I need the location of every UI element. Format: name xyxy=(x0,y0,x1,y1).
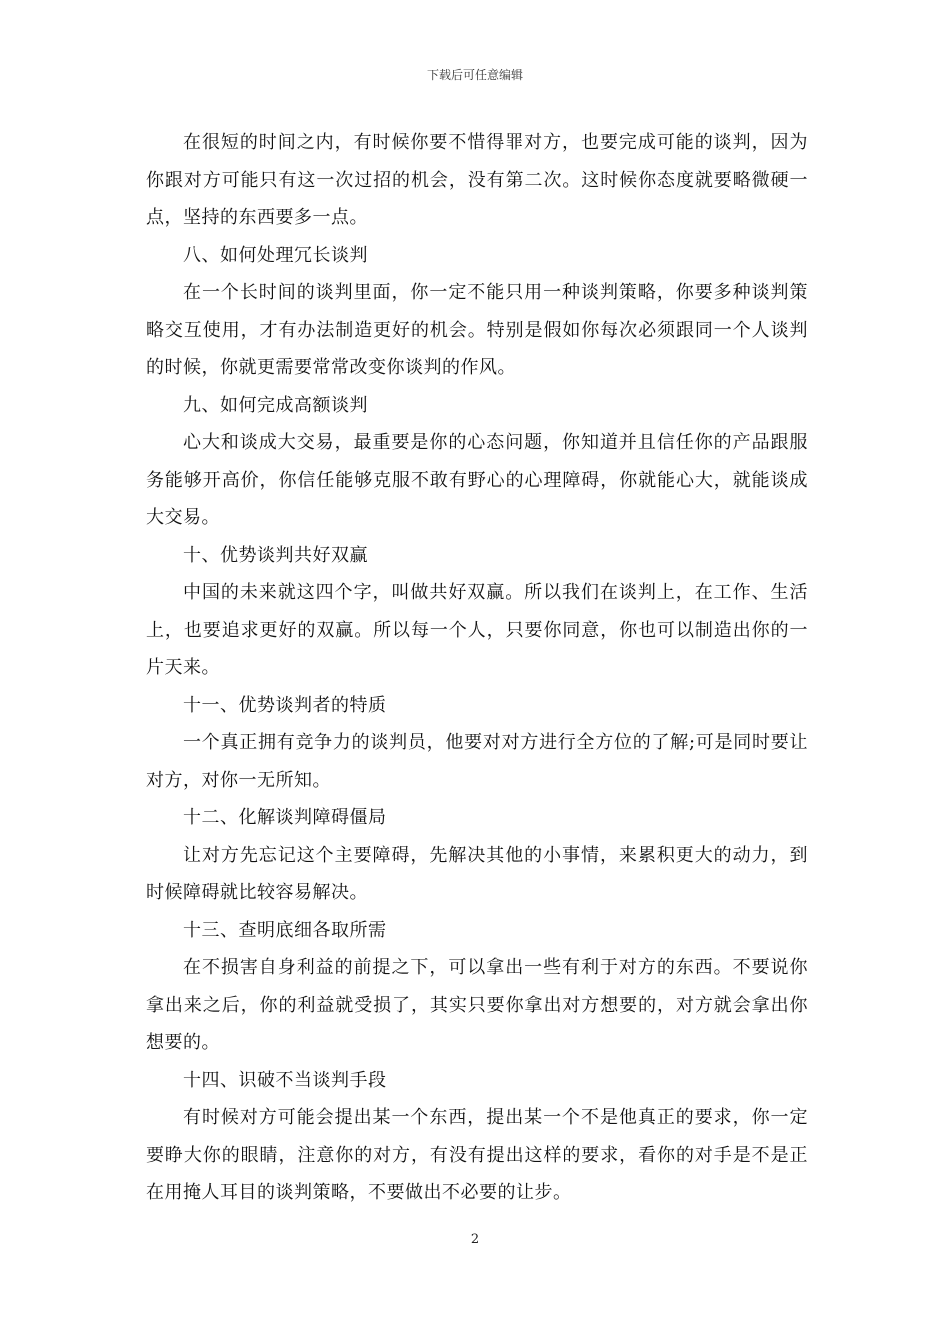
paragraph: 在一个长时间的谈判里面，你一定不能只用一种谈判策略，你要多种谈判策略交互使用，才有办法制造更好的机会。特别是假如你每次必须跟同一个人谈判的时候，你就更需要常常改变你谈判的作风。 xyxy=(146,282,808,378)
section-heading: 十三、查明底细各取所需 xyxy=(183,919,387,941)
paragraph: 心大和谈成大交易，最重要是你的心态问题，你知道并且信任你的产品跟服务能够开高价，你信任能够克服不敢有野心的心理障碍，你就能心大，就能谈成大交易。 xyxy=(146,432,808,528)
paragraph: 让对方先忘记这个主要障碍，先解决其他的小事情，来累积更大的动力，到时候障碍就比较容易解决。 xyxy=(146,844,808,903)
section-heading: 九、如何完成高额谈判 xyxy=(183,394,368,416)
page-header: 下载后可任意编辑 xyxy=(426,68,523,82)
section-heading: 十、优势谈判共好双赢 xyxy=(183,544,368,566)
section-heading: 十四、识破不当谈判手段 xyxy=(183,1069,387,1091)
section-heading: 十一、优势谈判者的特质 xyxy=(183,694,387,716)
paragraph: 一个真正拥有竞争力的谈判员，他要对对方进行全方位的了解;可是同时要让对方，对你一无所知。 xyxy=(146,732,808,791)
section-heading: 八、如何处理冗长谈判 xyxy=(183,244,368,266)
paragraph: 在很短的时间之内，有时候你要不惜得罪对方，也要完成可能的谈判，因为你跟对方可能只有这一次过招的机会，没有第二次。这时候你态度就要略微硬一点，坚持的东西要多一点。 xyxy=(146,132,808,228)
paragraph: 中国的未来就这四个字，叫做共好双赢。所以我们在谈判上，在工作、生活上，也要追求更好的双赢。所以每一个人，只要你同意，你也可以制造出你的一片天来。 xyxy=(146,582,808,678)
section-heading: 十二、化解谈判障碍僵局 xyxy=(183,807,387,828)
document-body xyxy=(146,124,808,1212)
paragraph: 有时候对方可能会提出某一个东西，提出某一个不是他真正的要求，你一定要睁大你的眼睛，注意你的对方，有没有提出这样的要求，看你的对手是不是正在用掩人耳目的谈判策略，不要做出不必要的让步。 xyxy=(146,1107,808,1203)
page-number: 2 xyxy=(470,1232,480,1247)
paragraph: 在不损害自身利益的前提之下，可以拿出一些有利于对方的东西。不要说你拿出来之后，你的利益就受损了，其实只要你拿出对方想要的，对方就会拿出你想要的。 xyxy=(146,957,808,1053)
